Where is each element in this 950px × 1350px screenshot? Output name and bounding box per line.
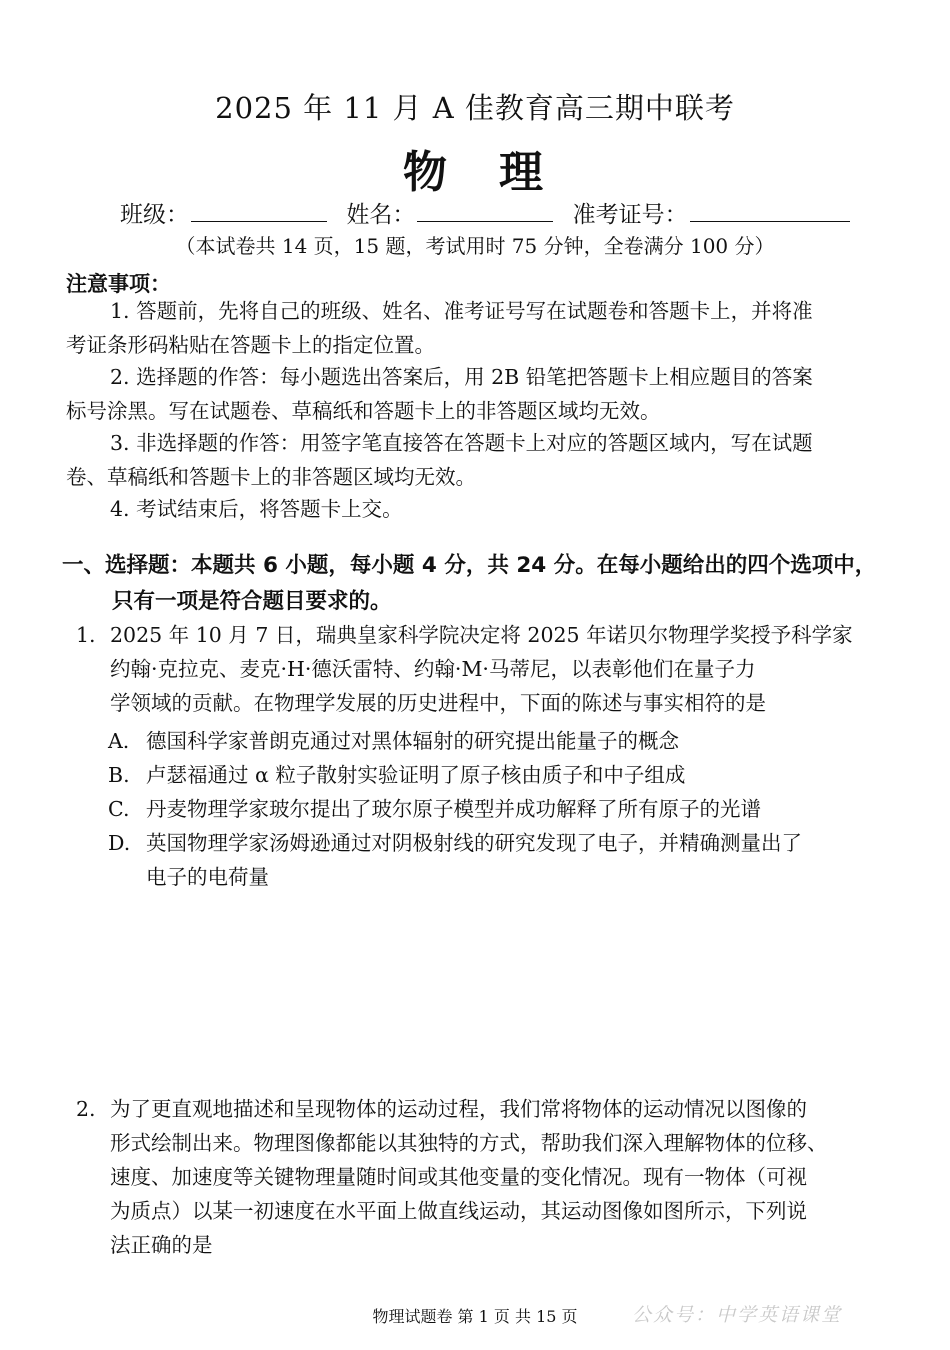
option-d[interactable] <box>108 826 802 894</box>
notice-item-1 <box>66 294 896 362</box>
watermark: 公众号：中学英语课堂 <box>632 1304 843 1326</box>
question-1-line: 学领域的贡献。在物理学发展的历史进程中，下面的陈述与事实相符的是 <box>110 691 766 715</box>
option-d-text: 英国物理学家汤姆逊通过对阴极射线的研究发现了电子，并精确测量出了 <box>146 831 802 855</box>
option-b[interactable] <box>108 758 685 788</box>
class-blank[interactable] <box>191 199 327 222</box>
notice-item-2-line2: 标号涂黑。写在试题卷、草稿纸和答题卡上的非答题区域均无效。 <box>66 399 661 423</box>
section-heading-line1: 一、选择题：本题共 6 小题，每小题 4 分，共 24 分。在每小题给出的四个选项中， <box>62 553 877 578</box>
question-2-number: 2. <box>76 1097 96 1121</box>
question-2 <box>76 1092 828 1262</box>
option-a[interactable] <box>108 724 679 754</box>
option-c[interactable] <box>108 792 761 822</box>
exam-title: 2025 年 11 月 A 佳教育高三期中联考 <box>215 91 735 125</box>
question-2-line: 为质点）以某一初速度在水平面上做直线运动，其运动图像如图所示，下列说 <box>110 1199 807 1223</box>
class-label: 班级： <box>120 202 189 228</box>
notice-item-2-line1: 2. 选择题的作答：每小题选出答案后，用 2B 铅笔把答题卡上相应题目的答案 <box>110 365 813 389</box>
exam-id-blank[interactable] <box>690 199 850 222</box>
notice-item-1-line2: 考证条形码粘贴在答题卡上的指定位置。 <box>66 333 435 357</box>
notice-item-4 <box>66 492 896 526</box>
option-a-text: 德国科学家普朗克通过对黑体辐射的研究提出能量子的概念 <box>146 729 679 753</box>
question-1-line: 2025 年 10 月 7 日，瑞典皇家科学院决定将 2025 年诺贝尔物理学奖授予科学家 <box>110 623 853 647</box>
notice-item-3-line1: 3. 非选择题的作答：用签字笔直接答在答题卡上对应的答题区域内，写在试题 <box>110 431 813 455</box>
notice-item-2 <box>66 360 896 428</box>
exam-id-label: 准考证号： <box>572 202 688 228</box>
notice-item-1-line1: 1. 答题前，先将自己的班级、姓名、准考证号写在试题卷和答题卡上，并将准 <box>110 299 813 323</box>
question-1 <box>76 618 853 720</box>
name-blank[interactable] <box>417 199 553 222</box>
notice-item-3-line2: 卷、草稿纸和答题卡上的非答题区域均无效。 <box>66 465 476 489</box>
notice-item-4-line1: 4. 考试结束后，将答题卡上交。 <box>110 497 403 521</box>
section-heading <box>62 548 876 620</box>
section-heading-line2: 只有一项是符合题目要求的。 <box>112 589 392 614</box>
question-1-number: 1. <box>76 623 96 647</box>
question-2-line: 为了更直观地描述和呈现物体的运动过程，我们常将物体的运动情况以图像的 <box>110 1097 807 1121</box>
exam-note: （本试卷共 14 页，15 题，考试用时 75 分钟，全卷满分 100 分） <box>175 234 775 258</box>
option-d-text-cont: 电子的电荷量 <box>146 865 269 889</box>
option-c-text: 丹麦物理学家玻尔提出了玻尔原子模型并成功解释了所有原子的光谱 <box>146 797 761 821</box>
option-a-letter: A. <box>108 729 130 753</box>
option-b-letter: B. <box>108 763 130 787</box>
option-d-letter: D. <box>108 831 131 855</box>
student-info-row <box>120 196 862 229</box>
question-2-line: 法正确的是 <box>110 1233 213 1257</box>
subject-title: 物 理 <box>403 147 547 198</box>
question-2-line: 速度、加速度等关键物理量随时间或其他变量的变化情况。现有一物体（可视 <box>110 1165 807 1189</box>
notice-item-3 <box>66 426 896 494</box>
option-c-letter: C. <box>108 797 130 821</box>
question-1-line: 约翰·克拉克、麦克·H·德沃雷特、约翰·M·马蒂尼，以表彰他们在量子力 <box>110 657 756 681</box>
page-footer: 物理试题卷 第 1 页 共 15 页 <box>372 1307 578 1326</box>
name-label: 姓名： <box>346 202 416 228</box>
option-b-text: 卢瑟福通过 α 粒子散射实验证明了原子核由质子和中子组成 <box>146 763 686 787</box>
question-2-line: 形式绘制出来。物理图像都能以其独特的方式，帮助我们深入理解物体的位移、 <box>110 1131 828 1155</box>
notice-heading: 注意事项： <box>66 272 171 296</box>
